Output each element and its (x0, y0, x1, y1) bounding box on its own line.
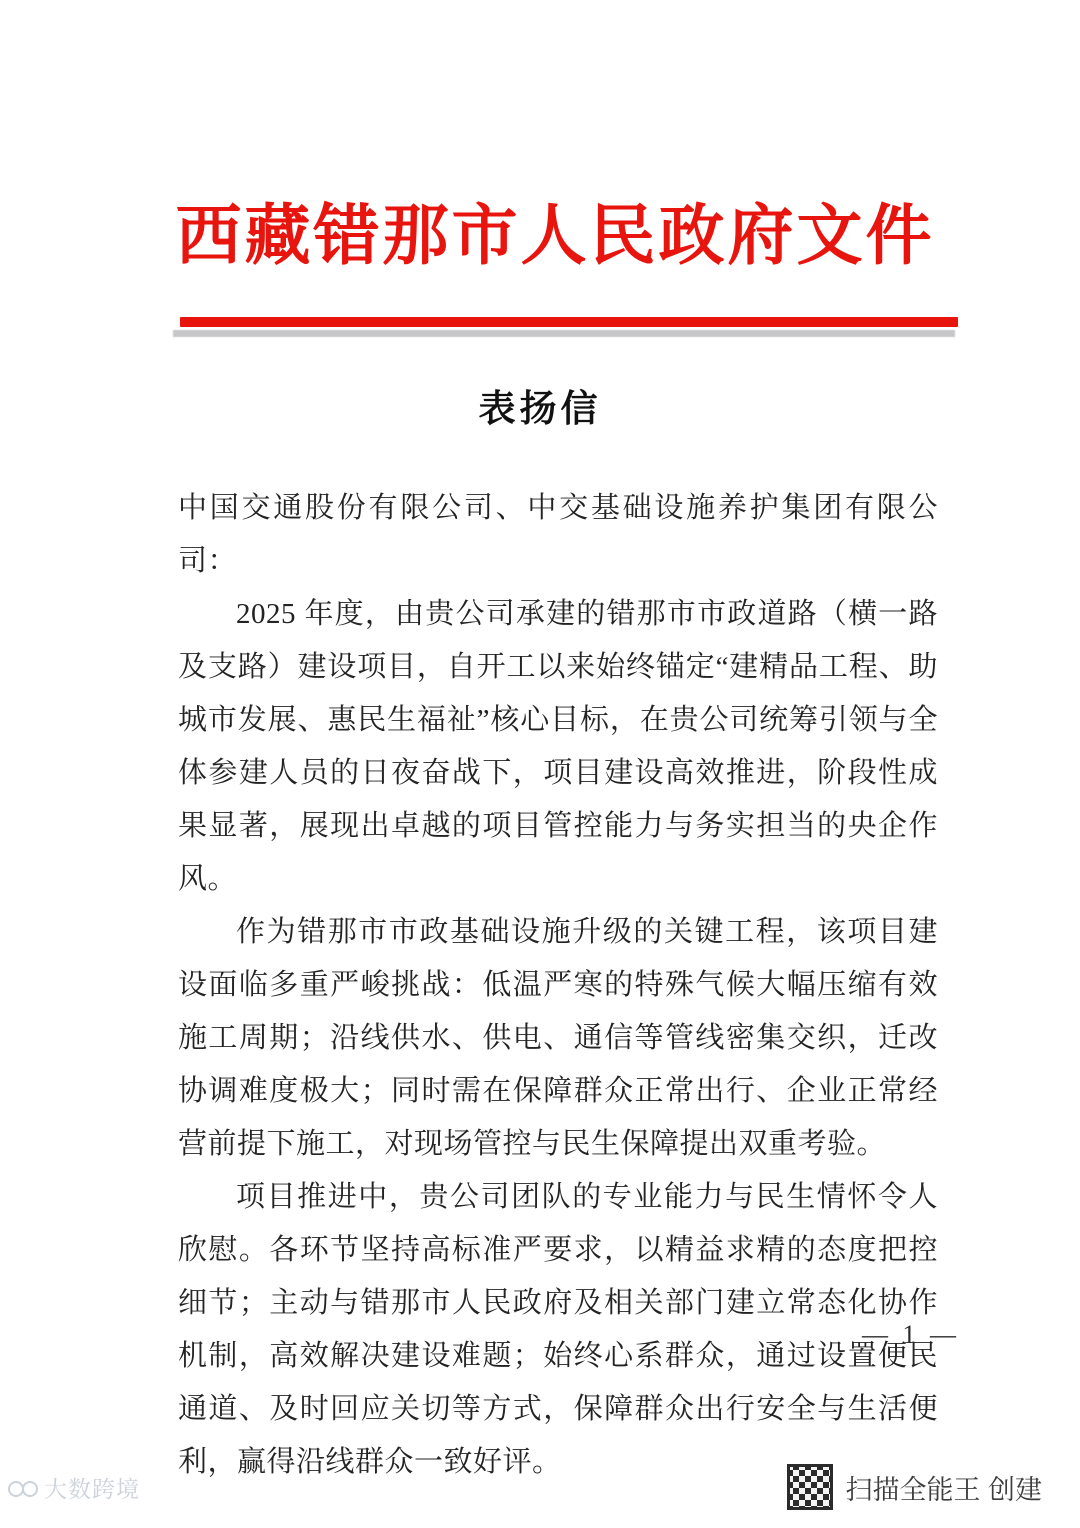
body-paragraph: 项目推进中，贵公司团队的专业能力与民生情怀令人欣慰。各环节坚持高标准严要求，以精益求精的态度把控细节；主动与错那市人民政府及相关部门建立常态化协作机制，高效解决建设难题；始终心系群众，通过设置便民通道、及时回应关切等方式，保障群众出行安全与生活便利，赢得沿线群众一致好评。 (178, 1181, 938, 1478)
document-header-title: 西藏错那市人民政府文件 (175, 200, 935, 273)
watermark (8, 1471, 140, 1504)
salutation-line: 中国交通股份有限公司、中交基础设施养护集团有限公司： (178, 492, 938, 577)
body-paragraph: 2025 年度，由贵公司承建的错那市市政道路（横一路及支路）建设项目，自开工以来始终锚定“建精品工程、助城市发展、惠民生福祉”核心目标，在贵公司统筹引领与全体参建人员的日夜奋战下，项目建设高效推进，阶段性成果显著，展现出卓越的项目管控能力与务实担当的央企作风。 (178, 598, 938, 895)
letter-title: 表扬信 (478, 389, 602, 430)
watermark-logo-icon (8, 1479, 38, 1497)
scanner-credit (787, 1464, 1042, 1510)
watermark-label: 大数跨境 (44, 1476, 140, 1502)
page-number: — 1 — (862, 1320, 960, 1349)
header-rule-red (180, 317, 958, 327)
letter-body (178, 482, 938, 1489)
qr-code-icon (787, 1464, 833, 1510)
header-rule-shadow (173, 330, 955, 337)
body-paragraph: 作为错那市市政基础设施升级的关键工程，该项目建设面临多重严峻挑战：低温严寒的特殊气候大幅压缩有效施工周期；沿线供水、供电、通信等管线密集交织，迁改协调难度极大；同时需在保障群众正常出行、企业正常经营前提下施工，对现场管控与民生保障提出双重考验。 (178, 916, 938, 1160)
scanner-label: 扫描全能王 创建 (845, 1474, 1042, 1505)
